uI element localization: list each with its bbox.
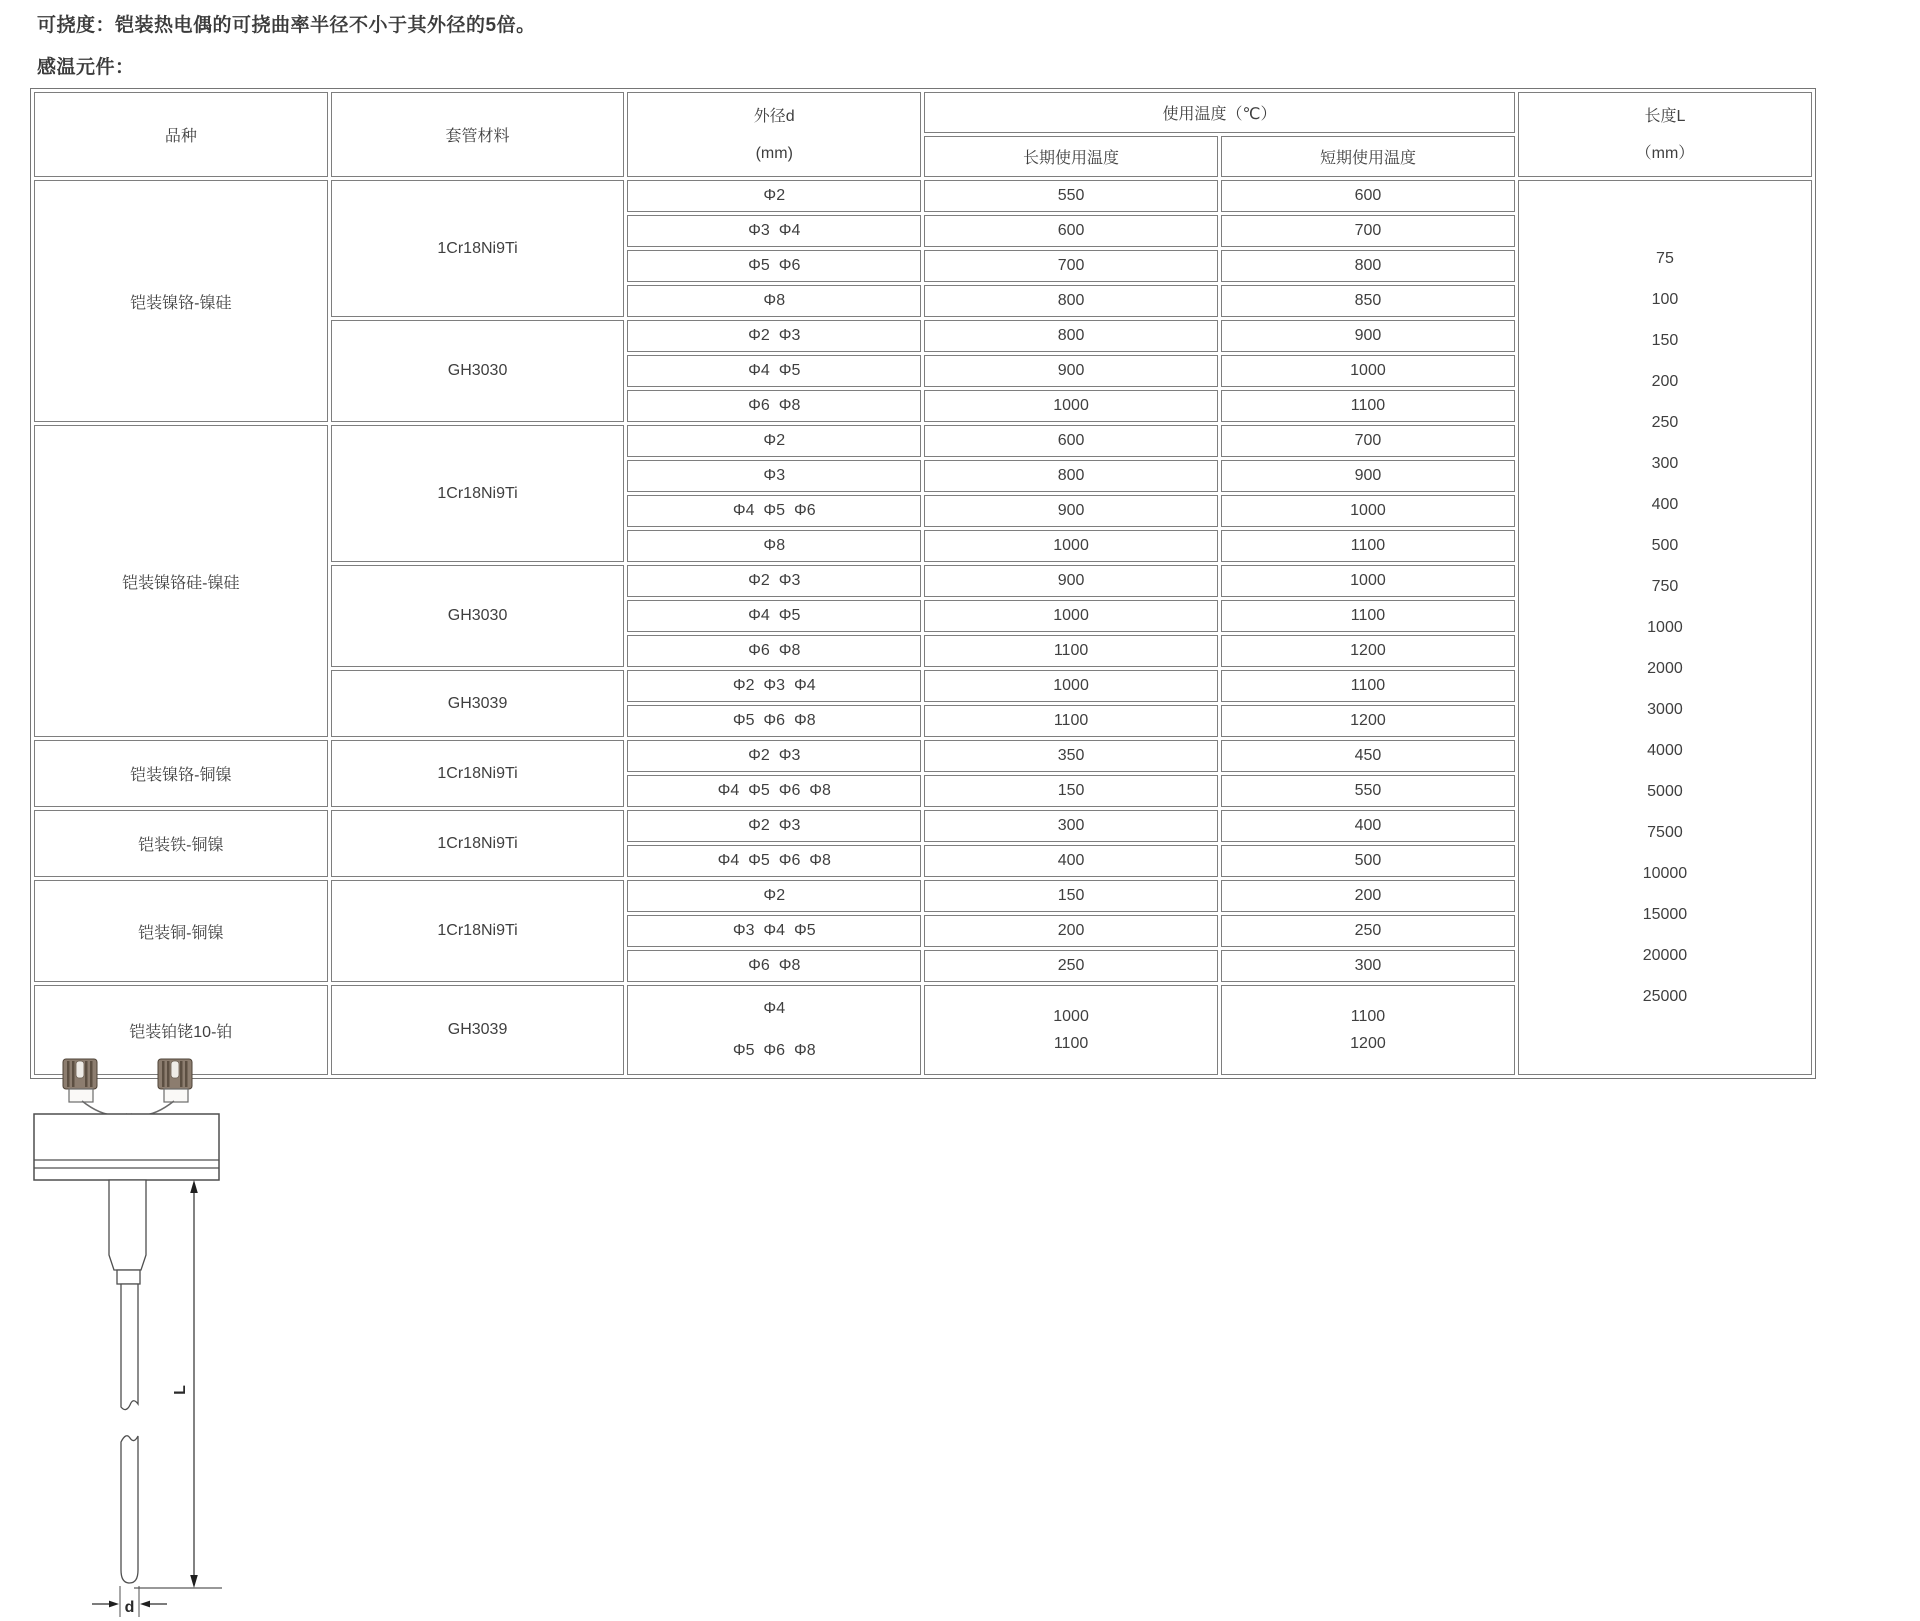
long-term-temp-cell: 150 bbox=[924, 880, 1218, 912]
length-value: 5000 bbox=[1647, 783, 1683, 800]
variety-cell: 铠装铁-铜镍 bbox=[34, 810, 328, 877]
diameter-cell: Φ4 Φ5 Φ6 Φ8 bbox=[627, 845, 921, 877]
sensing-element-label: 感温元件： bbox=[37, 57, 135, 78]
dimension-L bbox=[172, 1180, 198, 1588]
long-term-temp-cell: 1100 bbox=[924, 635, 1218, 667]
long-term-temp-cell: 600 bbox=[924, 215, 1218, 247]
long-term-temp-cell: 1000 bbox=[924, 600, 1218, 632]
short-term-temp-cell: 550 bbox=[1221, 775, 1515, 807]
header-temp-group: 使用温度（℃） bbox=[924, 92, 1515, 133]
spec-table-body bbox=[34, 180, 1812, 1075]
short-term-temp-cell: 400 bbox=[1221, 810, 1515, 842]
short-term-temp-cell: 600 bbox=[1221, 180, 1515, 212]
length-value: 25000 bbox=[1642, 988, 1688, 1005]
long-term-temp-cell bbox=[924, 985, 1218, 1075]
short-term-temp-cell: 1200 bbox=[1221, 705, 1515, 737]
diameter-cell-line: Φ5 Φ6 Φ8 bbox=[732, 1042, 816, 1059]
long-term-temp-cell: 250 bbox=[924, 950, 1218, 982]
length-value: 150 bbox=[1651, 332, 1679, 349]
diameter-cell: Φ2 Φ3 bbox=[627, 740, 921, 772]
header-variety: 品种 bbox=[34, 92, 328, 177]
dimension-d bbox=[92, 1586, 167, 1617]
material-cell: 1Cr18Ni9Ti bbox=[331, 425, 625, 562]
length-values-cell bbox=[1518, 180, 1812, 1075]
length-value: 750 bbox=[1651, 578, 1679, 595]
header-length-line2: （mm） bbox=[1635, 144, 1695, 162]
diameter-cell: Φ8 bbox=[627, 285, 921, 317]
long-term-temp-cell-line: 1100 bbox=[1053, 1035, 1089, 1052]
diameter-cell: Φ6 Φ8 bbox=[627, 950, 921, 982]
thermocouple-dimension-drawing bbox=[6, 1052, 266, 1621]
flexibility-note: 可挠度：铠装热电偶的可挠曲率半径不小于其外径的5倍。 bbox=[37, 15, 536, 36]
long-term-temp-cell: 900 bbox=[924, 565, 1218, 597]
long-term-temp-cell: 900 bbox=[924, 355, 1218, 387]
material-cell: 1Cr18Ni9Ti bbox=[331, 880, 625, 982]
length-value: 1000 bbox=[1647, 619, 1683, 636]
header-diameter-line2: (mm) bbox=[755, 144, 793, 162]
probe-sheath-lower bbox=[121, 1436, 138, 1583]
long-term-temp-cell-line: 1000 bbox=[1053, 1008, 1089, 1025]
length-value: 3000 bbox=[1647, 701, 1683, 718]
short-term-temp-cell: 300 bbox=[1221, 950, 1515, 982]
material-cell: GH3030 bbox=[331, 320, 625, 422]
length-values-list bbox=[1519, 181, 1811, 1074]
long-term-temp-cell: 700 bbox=[924, 250, 1218, 282]
short-term-temp-cell: 700 bbox=[1221, 215, 1515, 247]
short-term-temp-cell: 1000 bbox=[1221, 565, 1515, 597]
long-term-temp-cell: 1100 bbox=[924, 705, 1218, 737]
long-term-temp-cell: 400 bbox=[924, 845, 1218, 877]
long-term-temp-cell: 800 bbox=[924, 320, 1218, 352]
short-term-temp-cell: 800 bbox=[1221, 250, 1515, 282]
diameter-cell: Φ2 bbox=[627, 180, 921, 212]
diameter-cell: Φ5 Φ6 bbox=[627, 250, 921, 282]
short-term-temp-cell: 700 bbox=[1221, 425, 1515, 457]
long-term-temp-cell: 1000 bbox=[924, 670, 1218, 702]
long-term-temp-cell: 900 bbox=[924, 495, 1218, 527]
short-term-temp-cell: 1100 bbox=[1221, 390, 1515, 422]
material-cell: 1Cr18Ni9Ti bbox=[331, 180, 625, 317]
variety-cell: 铠装镍铬-镍硅 bbox=[34, 180, 328, 422]
material-cell: GH3039 bbox=[331, 670, 625, 737]
dimension-L-label: L bbox=[172, 1385, 189, 1395]
short-term-temp-cell: 900 bbox=[1221, 320, 1515, 352]
material-cell: 1Cr18Ni9Ti bbox=[331, 810, 625, 877]
diameter-cell: Φ4 Φ5 bbox=[627, 355, 921, 387]
diameter-cell: Φ6 Φ8 bbox=[627, 635, 921, 667]
diameter-cell: Φ3 Φ4 Φ5 bbox=[627, 915, 921, 947]
diameter-cell-line: Φ4 bbox=[763, 1000, 786, 1017]
short-term-temp-cell: 250 bbox=[1221, 915, 1515, 947]
variety-cell: 铠装铂铑10-铂 bbox=[34, 985, 328, 1075]
diameter-cell: Φ4 Φ5 Φ6 bbox=[627, 495, 921, 527]
short-term-temp-cell: 1100 bbox=[1221, 670, 1515, 702]
short-term-temp-cell: 200 bbox=[1221, 880, 1515, 912]
diameter-cell: Φ2 bbox=[627, 425, 921, 457]
variety-cell: 铠装铜-铜镍 bbox=[34, 880, 328, 982]
length-value: 300 bbox=[1651, 455, 1679, 472]
long-term-temp-cell: 600 bbox=[924, 425, 1218, 457]
diameter-cell: Φ4 Φ5 Φ6 Φ8 bbox=[627, 775, 921, 807]
probe-collar bbox=[117, 1270, 140, 1284]
short-term-temp-cell: 450 bbox=[1221, 740, 1515, 772]
long-term-temp-cell: 200 bbox=[924, 915, 1218, 947]
length-value: 400 bbox=[1651, 496, 1679, 513]
diameter-cell bbox=[627, 985, 921, 1075]
header-length-line1: 长度L bbox=[1644, 107, 1686, 125]
length-value: 4000 bbox=[1647, 742, 1683, 759]
connection-head bbox=[34, 1114, 219, 1180]
material-cell: GH3039 bbox=[331, 985, 625, 1075]
short-term-temp-cell: 500 bbox=[1221, 845, 1515, 877]
diameter-cell: Φ5 Φ6 Φ8 bbox=[627, 705, 921, 737]
diameter-cell: Φ3 Φ4 bbox=[627, 215, 921, 247]
header-material: 套管材料 bbox=[331, 92, 625, 177]
length-value: 100 bbox=[1651, 291, 1679, 308]
length-value: 10000 bbox=[1642, 865, 1688, 882]
header-diameter bbox=[627, 92, 921, 177]
long-term-temp-cell: 1000 bbox=[924, 530, 1218, 562]
length-value: 200 bbox=[1651, 373, 1679, 390]
variety-cell: 铠装镍铬硅-镍硅 bbox=[34, 425, 328, 737]
long-term-temp-cell: 150 bbox=[924, 775, 1218, 807]
thermocouple-spec-table bbox=[30, 88, 1816, 1079]
short-term-temp-cell: 1000 bbox=[1221, 495, 1515, 527]
diameter-cell: Φ2 Φ3 Φ4 bbox=[627, 670, 921, 702]
length-value: 7500 bbox=[1647, 824, 1683, 841]
length-value: 15000 bbox=[1642, 906, 1688, 923]
diameter-cell: Φ2 bbox=[627, 880, 921, 912]
short-term-temp-cell: 850 bbox=[1221, 285, 1515, 317]
short-term-temp-cell-line: 1100 bbox=[1350, 1008, 1386, 1025]
diameter-cell: Φ8 bbox=[627, 530, 921, 562]
probe-sheath-upper bbox=[121, 1284, 138, 1410]
header-row-1 bbox=[34, 92, 1812, 133]
short-term-temp-cell bbox=[1221, 985, 1515, 1075]
diameter-cell: Φ2 Φ3 bbox=[627, 565, 921, 597]
spec-row bbox=[34, 180, 1812, 212]
long-term-temp-cell: 550 bbox=[924, 180, 1218, 212]
short-term-temp-cell-line: 1200 bbox=[1350, 1035, 1386, 1052]
long-term-temp-cell: 800 bbox=[924, 285, 1218, 317]
terminal-nut-left bbox=[63, 1059, 97, 1102]
length-value: 500 bbox=[1651, 537, 1679, 554]
length-value: 250 bbox=[1651, 414, 1679, 431]
short-term-temp-cell: 1200 bbox=[1221, 635, 1515, 667]
diameter-cell: Φ3 bbox=[627, 460, 921, 492]
probe-neck bbox=[109, 1180, 146, 1270]
short-term-temp-cell: 1100 bbox=[1221, 600, 1515, 632]
diameter-cell: Φ4 Φ5 bbox=[627, 600, 921, 632]
diameter-cell: Φ2 Φ3 bbox=[627, 810, 921, 842]
header-length bbox=[1518, 92, 1812, 177]
material-cell: 1Cr18Ni9Ti bbox=[331, 740, 625, 807]
length-value: 2000 bbox=[1647, 660, 1683, 677]
material-cell: GH3030 bbox=[331, 565, 625, 667]
header-diameter-line1: 外径d bbox=[753, 107, 795, 125]
diameter-cell: Φ6 Φ8 bbox=[627, 390, 921, 422]
long-term-temp-cell: 300 bbox=[924, 810, 1218, 842]
diameter-cell: Φ2 Φ3 bbox=[627, 320, 921, 352]
short-term-temp-cell: 1100 bbox=[1221, 530, 1515, 562]
variety-cell: 铠装镍铬-铜镍 bbox=[34, 740, 328, 807]
short-term-temp-cell: 900 bbox=[1221, 460, 1515, 492]
length-value: 20000 bbox=[1642, 947, 1688, 964]
long-term-temp-cell: 800 bbox=[924, 460, 1218, 492]
dimension-d-label: d bbox=[124, 1599, 135, 1616]
short-term-temp-cell: 1000 bbox=[1221, 355, 1515, 387]
long-term-temp-cell: 1000 bbox=[924, 390, 1218, 422]
header-temp-long: 长期使用温度 bbox=[924, 136, 1218, 177]
header-temp-short: 短期使用温度 bbox=[1221, 136, 1515, 177]
long-term-temp-cell: 350 bbox=[924, 740, 1218, 772]
terminal-nut-right bbox=[158, 1059, 192, 1102]
length-value: 75 bbox=[1656, 250, 1674, 267]
